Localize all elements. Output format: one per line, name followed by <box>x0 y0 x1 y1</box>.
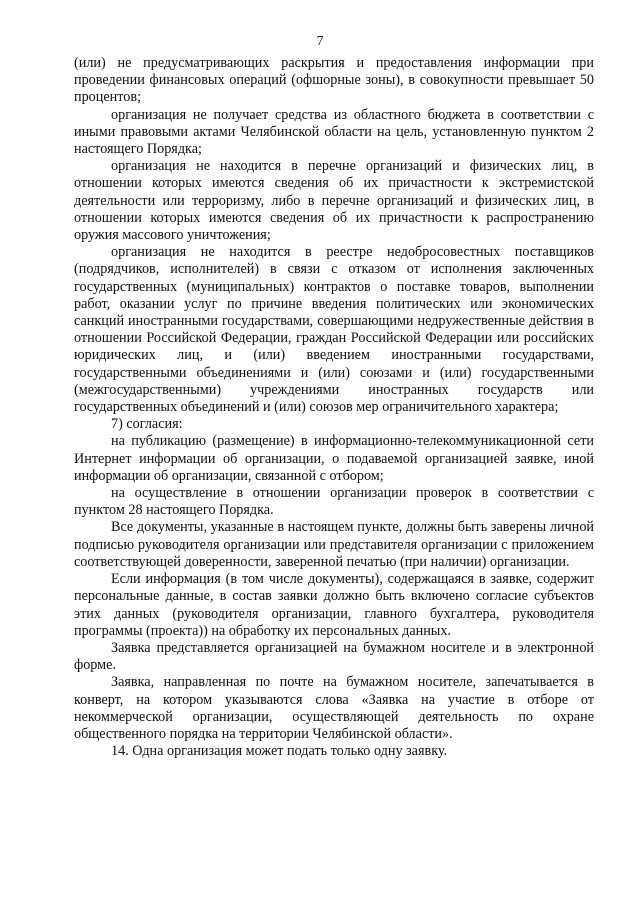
paragraph-not-in-extremism-list: организация не находится в перечне организаций и физических лиц, в отношении которых имеются сведения об их причастности к экстремистской деятельности или терроризму, либо в перечне организаций и физических лиц, в отношении которых имеются сведения об их причастности к распространению оружия массового уничтожения; <box>74 158 594 244</box>
paragraph-application-format: Заявка представляется организацией на бумажном носителе и в электронной форме. <box>74 639 594 674</box>
paragraph-postal-envelope: Заявка, направленная по почте на бумажном носителе, запечатывается в конверт, на котором указываются слова «Заявка на участие в отборе от некоммерческой организации, осуществляющей деятельность по охране общественного порядка на территории Челябинской области». <box>74 674 594 742</box>
paragraph-consents-heading: 7) согласия: <box>111 416 183 433</box>
document-body <box>74 55 594 760</box>
paragraph-not-in-unfair-suppliers-register: организация не находится в реестре недобросовестных поставщиков (подрядчиков, исполнителей) в связи с отказом от исполнения заключенных государственных (муниципальных) контрактов о поставке товаров, выполнении работ, оказании услуг по причине введения политических или экономических санкций иностранными государствами, совершающими недружественные действия в отношении Российской Федерации, граждан Российской Федерации или российских юридических лиц, и (или) введением иностранными государствами, государственными объединениями и (или) союзами и (или) государственными (межгосударственными) учреждениями иностранных государств или государственных объединений и (или) союзов мер ограничительного характера; <box>74 244 594 416</box>
paragraph-consent-publication: на публикацию (размещение) в информационно-телекоммуникационной сети Интернет информации об организации, о подаваемой организацией заявке, иной информации об организации, связанной с отбором; <box>74 433 594 484</box>
paragraph-continuation: (или) не предусматривающих раскрытия и предоставления информации при проведении финансовых операций (офшорные зоны), в совокупности превышает 50 процентов; <box>74 55 594 106</box>
page-number: 7 <box>316 33 324 48</box>
paragraph-consent-inspections: на осуществление в отношении организации проверок в соответствии с пунктом 28 настоящего Порядка. <box>74 485 594 519</box>
paragraph-no-regional-funds: организация не получает средства из областного бюджета в соответствии с иными правовыми актами Челябинской области на цель, установленную пунктом 2 настоящего Порядка; <box>74 106 594 158</box>
paragraph-personal-data: Если информация (в том числе документы), содержащаяся в заявке, содержит персональные данные, в состав заявки должно быть включено согласие субъектов этих данных (руководителя организации, главного бухгалтера, руководителя программы (проекта)) на обработку их персональных данных. <box>74 571 594 639</box>
paragraph-one-application: 14. Одна организация может подать только одну заявку. <box>111 743 448 760</box>
paragraph-documents-certification: Все документы, указанные в настоящем пункте, должны быть заверены личной подписью руководителя организации или представителя организации с приложением соответствующей доверенности, заверенной печатью (при наличии) организации. <box>74 519 594 570</box>
